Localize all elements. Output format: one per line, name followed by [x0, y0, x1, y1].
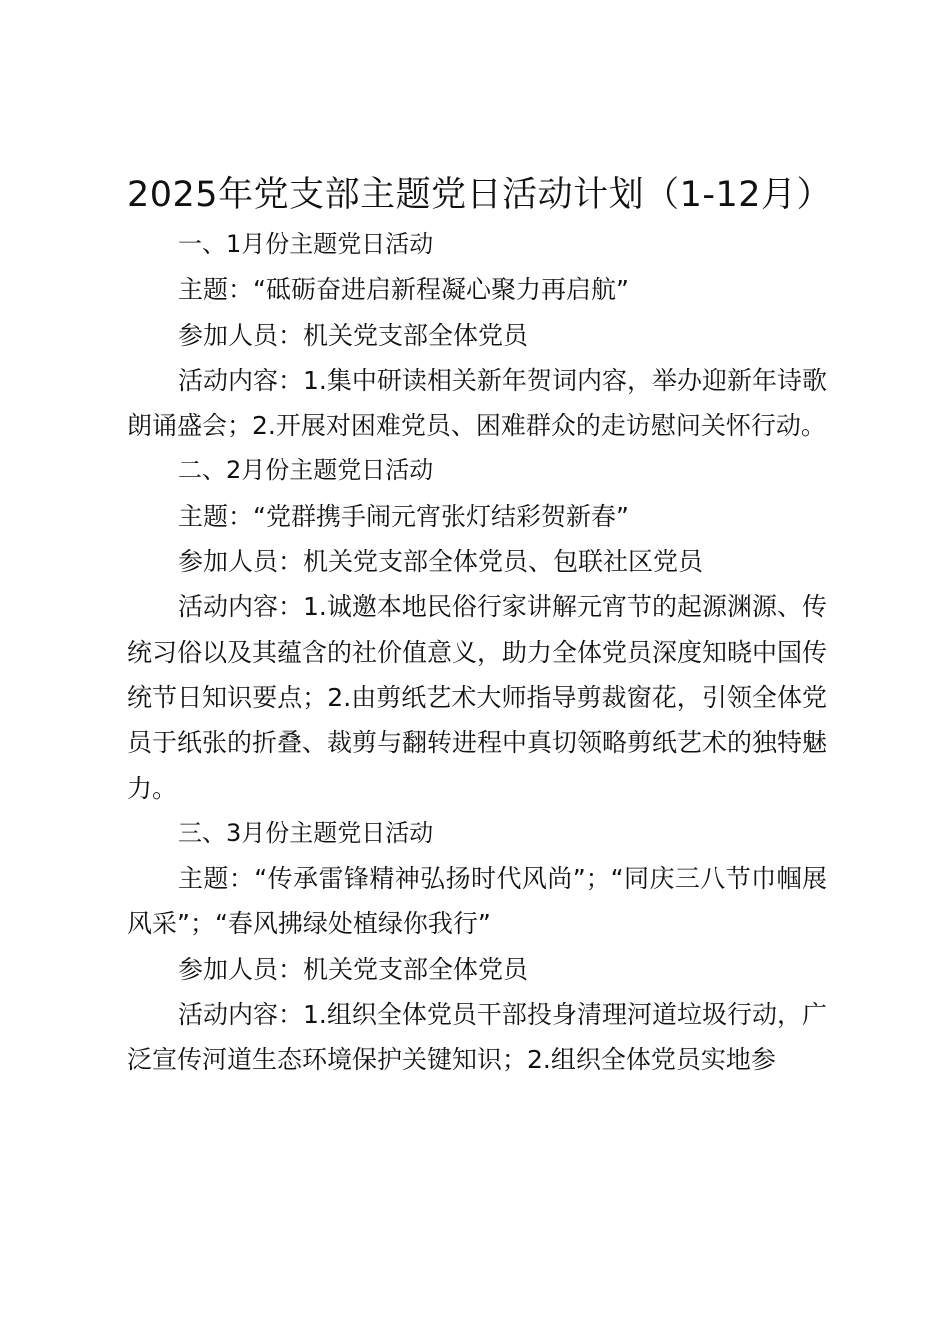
- content-february: 活动内容：1.诚邀本地民俗行家讲解元宵节的起源渊源、传统习俗以及其蕴含的社价值意义，助力全体党员深度知晓中国传统节日知识要点；2.由剪纸艺术大师指导剪裁窗花，引领全体党员于纸张的折叠、裁剪与翻转进程中真切领略剪纸艺术的独特魅力。: [127, 592, 828, 803]
- section-heading-january: 一、1月份主题党日活动: [178, 230, 434, 258]
- document-page: [127, 172, 833, 1083]
- document-title: 2025年党支部主题党日活动计划（1-12月）: [127, 175, 833, 215]
- participants-january: 参加人员：机关党支部全体党员: [178, 320, 529, 350]
- content-january: 活动内容：1.集中研读相关新年贺词内容，举办迎新年诗歌朗诵盛会；2.开展对困难党员、困难群众的走访慰问关怀行动。: [127, 365, 827, 441]
- participants-february: 参加人员：机关党支部全体党员、包联社区党员: [178, 547, 704, 577]
- section-heading-march: 三、3月份主题党日活动: [178, 818, 434, 847]
- theme-february: 主题：“党群携手闹元宵张灯结彩贺新春”: [178, 501, 629, 531]
- participants-march: 参加人员：机关党支部全体党员: [178, 954, 529, 984]
- theme-march: 主题：“传承雷锋精神弘扬时代风尚”；“同庆三八节巾帼展风采”；“春风拂绿处植绿你我行”: [127, 864, 827, 939]
- section-heading-february: 二、2月份主题党日活动: [178, 456, 434, 485]
- theme-january: 主题：“砥砺奋进启新程凝心聚力再启航”: [178, 275, 629, 305]
- content-march: 活动内容：1.组织全体党员干部投身清理河道垃圾行动，广泛宣传河道生态环境保护关键知识；2.组织全体党员实地参: [127, 1000, 827, 1075]
